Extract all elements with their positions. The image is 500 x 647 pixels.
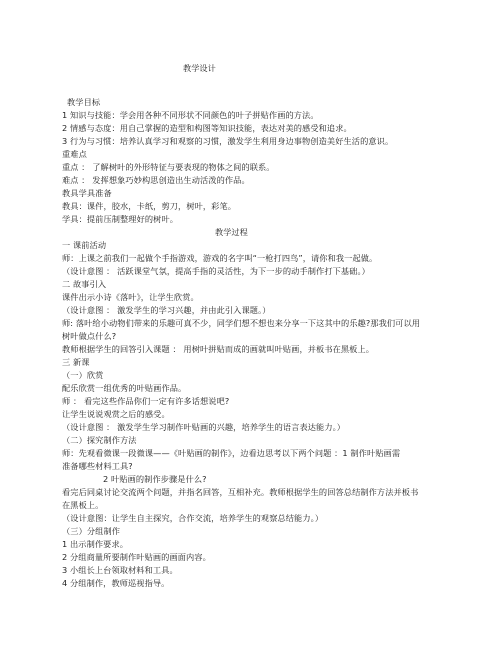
text-line: 学具：提前压制整理好的树叶。: [62, 214, 179, 224]
list-item: 2 分组商量所要制作叶贴画的画面内容。: [62, 552, 211, 562]
subsection-heading: （三）分组制作: [62, 526, 121, 536]
list-item: 1 出示制作要求。: [62, 539, 129, 549]
text-line: 树叶做点什么?: [62, 331, 117, 341]
list-item: 3 小组长上台领取材料和工具。: [62, 565, 178, 575]
text-line: 教具：课件，胶水，卡纸，剪刀，树叶，彩笔。: [62, 201, 237, 211]
text-line: 教师根据学生的回答引入课题 ： 用树叶拼贴而成的画就叫叶贴画，并板书在黑板上。: [62, 344, 375, 354]
text-line: （设计意图 ： 活跃课堂气氛，提高手指的灵活性，为下一步的动手制作打下基础。）: [62, 266, 370, 276]
heading-objectives: 教学目标: [67, 97, 101, 107]
text-line: （设计意图 ： 激发学生学习制作叶贴画的兴趣，培养学生的语言表达能力。）: [62, 422, 346, 432]
text-line: 看完后同桌讨论交流两个问题，并指名回答，互相补充。教师根据学生的回答总结制作方法并板书: [62, 487, 419, 497]
heading-key-points: 重难点: [62, 149, 87, 159]
text-line: 2 情感与态度：用自己掌握的造型和构图等知识技能，表达对美的感受和追求。: [62, 123, 352, 133]
text-line: 难点 ： 发挥想象巧妙构思创造出生动活泼的作品。: [62, 175, 250, 185]
text-line: 师：先观看微课一段微课——《叶贴画的制作》，边看边思考以下两个问题 ：1 制作叶贴画需: [62, 448, 401, 458]
text-line: 师: 落叶给小动物们带来的乐趣可真不少，同学们想不想也来分享一下这其中的乐趣?那我们可以用: [62, 318, 421, 328]
text-line: 师：上课之前我们一起做个手指游戏，游戏的名字叫“一枪打四鸟”，请你和我一起做。: [62, 253, 378, 263]
text-line: 准备哪些材料工具?: [62, 461, 133, 471]
text-line: （设计意图：让学生自主探究，合作交流，培养学生的观察总结能力。）: [62, 513, 324, 523]
text-line: （设计意图 ： 激发学生的学习兴趣，并由此引入课题。）: [62, 305, 271, 315]
text-line: 师 ： 看完这些作品你们一定有许多话想说吧?: [62, 396, 230, 406]
list-item: 4 分组制作，教师巡视指导。: [62, 578, 170, 588]
subsection-heading: （二）探究制作方法: [62, 435, 137, 445]
doc-title: 教学设计: [183, 63, 216, 73]
text-line: 重点 ： 了解树叶的外形特征与要表现的物体之间的联系。: [62, 162, 275, 172]
heading-process: 教学过程: [215, 227, 248, 237]
text-line: 2 叶贴画的制作步骤是什么?: [103, 474, 207, 484]
section-heading: 三 新课: [62, 357, 90, 367]
section-heading: 二 故事引入: [62, 279, 107, 289]
text-line: 让学生说说观赏之后的感受。: [62, 409, 170, 419]
text-line: 1 知识与技能：学会用各种不同形状不同颜色的叶子拼贴作画的方法。: [62, 110, 319, 120]
subsection-heading: （一）欣赏: [62, 370, 104, 380]
text-line: 3 行为与习惯：培养认真学习和观察的习惯，激发学生利用身边事物创造美好生活的意识。: [62, 136, 394, 146]
text-line: 配乐欣赏一组优秀的叶贴画作品。: [62, 383, 187, 393]
text-line: 在黑板上。: [62, 500, 104, 510]
heading-materials: 教具学具准备: [62, 188, 112, 198]
text-line: 课件出示小诗《落叶》，让学生欣赏。: [62, 292, 199, 302]
section-heading: 一 课前活动: [62, 240, 107, 250]
